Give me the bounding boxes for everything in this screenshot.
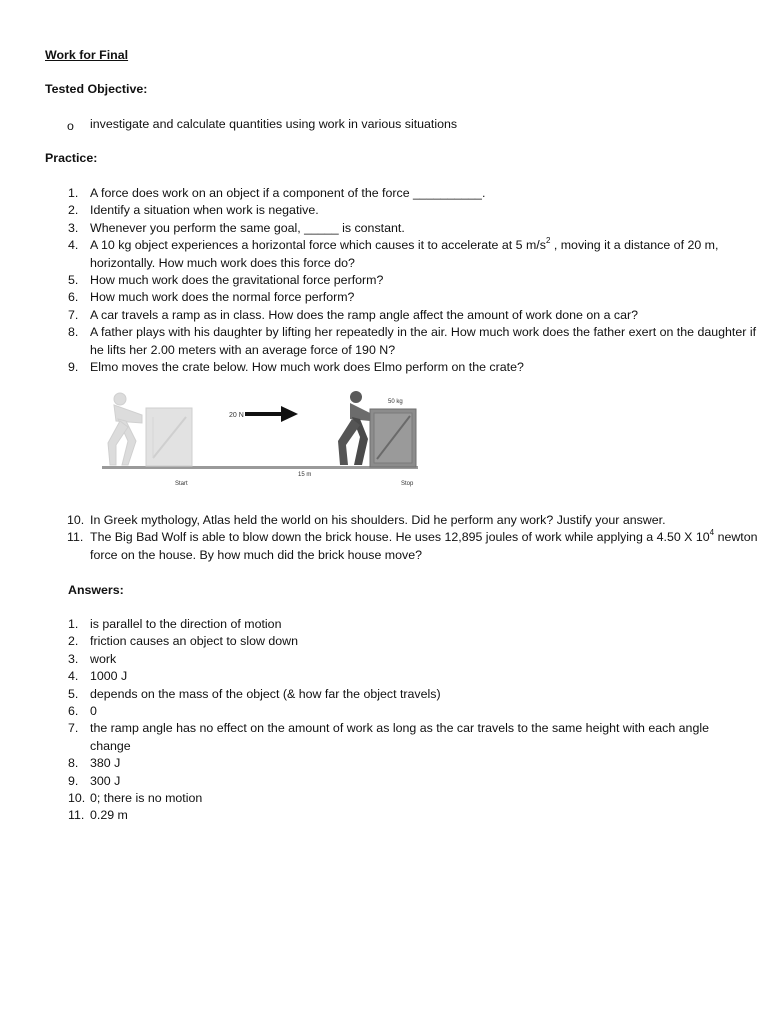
force-arrow	[245, 412, 283, 416]
answer-item: 6. 0	[68, 704, 97, 719]
answer-item: 8. 380 J	[68, 756, 121, 771]
elmo-person	[338, 391, 370, 465]
practice-questions	[45, 185, 768, 376]
question-item: 11. The Big Bad Wolf is able to blow down the brick house. He uses 12,895 joules of work while applying a 4.50 X $10^4$ newton force on the house. By how much did the brick house move?	[67, 528, 758, 562]
answer-item: 4. 1000 J	[68, 669, 128, 684]
stop-label: Stop	[401, 481, 414, 487]
distance-label: 15 m	[298, 472, 312, 478]
answer-item: 11. 0.29 m	[68, 808, 128, 823]
answer-item: 5. depends on the mass of the object (& how far the object travels)	[68, 686, 441, 701]
elmo-crate-figure	[98, 385, 423, 493]
answer-item: 10. 0; there is no motion	[68, 791, 203, 806]
question-item: 8. A father plays with his daughter by lifting her repeatedly in the air. How much work does the father exert on the daughter if he lifts her 2.00 meters with an average force of 190 N?	[68, 325, 757, 357]
answer-item: 2. friction causes an object to slow down	[68, 634, 298, 649]
mass-label: 50 kg	[388, 399, 403, 405]
practice-heading: Practice:	[45, 151, 98, 165]
question-item: 3. Whenever you perform the same goal, _____ is constant.	[68, 220, 405, 235]
answer-item: 1. is parallel to the direction of motion	[68, 617, 282, 631]
faded-person	[108, 393, 142, 465]
question-item: 6. How much work does the normal force perform?	[68, 290, 355, 305]
force-arrowhead	[281, 406, 298, 422]
start-label: Start	[175, 481, 188, 487]
answer-item: 9. 300 J	[68, 773, 121, 788]
force-label: 20 N	[229, 412, 244, 419]
page-title: Work for Final	[45, 48, 129, 62]
practice-questions-continued	[45, 512, 768, 564]
question-item: 2. Identify a situation when work is negative.	[68, 203, 319, 218]
answer-item: 7. the ramp angle has no effect on the amount of work as long as the car travels to the same height with each angle change	[68, 721, 709, 753]
objective-text: investigate and calculate quantities using work in various situations	[90, 117, 458, 131]
objective-bullet: o	[67, 119, 74, 133]
question-item: 9. Elmo moves the crate below. How much work does Elmo perform on the crate?	[68, 360, 524, 375]
question-item: 7. A car travels a ramp as in class. How does the ramp angle affect the amount of work done on a car?	[68, 307, 639, 322]
question-item: 10. In Greek mythology, Atlas held the world on his shoulders. Did he perform any work? Justify your answer.	[67, 513, 666, 527]
answer-item: 3. work	[68, 651, 117, 666]
question-item: 4. A 10 kg object experiences a horizontal force which causes it to accelerate at 5 $m/s^2$ , moving it a distance of 20 m, horizontally. How much work does this force do?	[68, 236, 719, 270]
question-item: 1. A force does work on an object if a component of the force __________.	[68, 186, 486, 200]
objective-heading: Tested Objective:	[45, 82, 148, 96]
question-item: 5. How much work does the gravitational force perform?	[68, 273, 384, 288]
answers-heading: Answers:	[68, 583, 124, 597]
answers-list	[68, 616, 740, 825]
